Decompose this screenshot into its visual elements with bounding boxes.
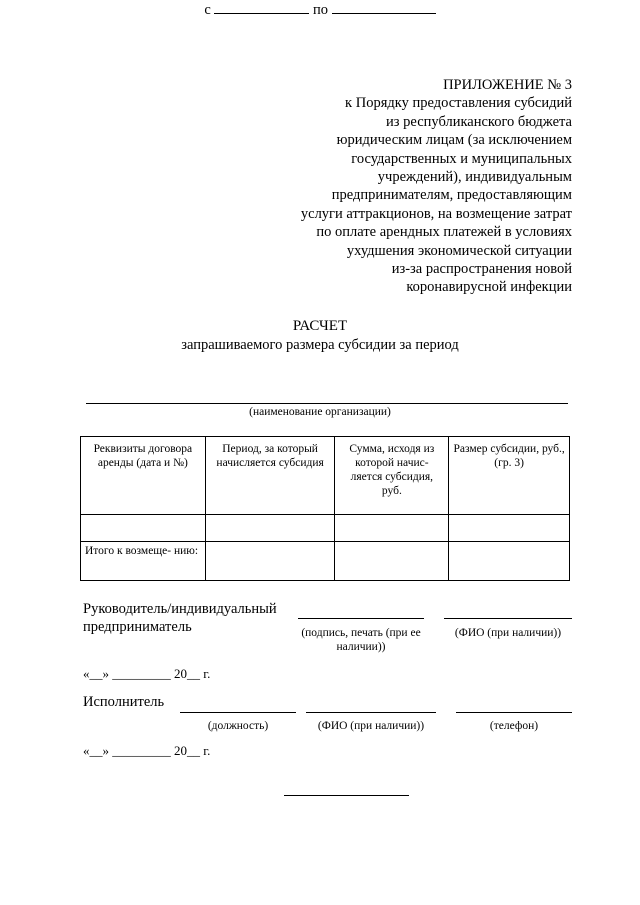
period-to-label: по [313, 2, 329, 18]
appendix-block [252, 76, 572, 297]
appendix-line: ухудшения экономической ситуации [346, 242, 572, 259]
appendix-line: к Порядку предоставления субсидий [345, 95, 572, 112]
table-total-row [81, 542, 570, 581]
organization-caption: (наименование организации) [249, 406, 391, 418]
period-to-field[interactable] [332, 0, 436, 14]
appendix-line: учреждений), индивидуальным [377, 169, 572, 186]
period-from-label: с [204, 2, 211, 18]
executor-label: Исполнитель [83, 694, 165, 710]
table-cell[interactable] [449, 542, 570, 581]
table-cell[interactable] [335, 542, 449, 581]
appendix-line: из республиканского бюджета [386, 113, 572, 130]
table-cell[interactable] [335, 515, 449, 542]
period-from-field[interactable] [214, 0, 309, 14]
executor-name-caption: (ФИО (при наличии)) [317, 720, 425, 732]
column-header: Размер субсидии, руб., (гр. 3) [449, 437, 570, 515]
column-header: Период, за который начисляется субсидия [205, 437, 335, 515]
appendix-line: ПРИЛОЖЕНИЕ № 3 [443, 77, 572, 93]
appendix-line: услуги аттракционов, на возмещение затрат [300, 205, 572, 222]
table-cell[interactable] [205, 542, 335, 581]
appendix-line: государственных и муниципальных [351, 150, 572, 167]
organization-name-field[interactable] [86, 403, 568, 404]
appendix-line: из-за распространения новой [391, 261, 572, 278]
head-label: Руководитель/индивидуальный предприниматель [83, 601, 277, 635]
executor-position-field[interactable] [180, 712, 296, 713]
document-title: РАСЧЕТ [292, 318, 348, 334]
table-cell[interactable] [81, 515, 206, 542]
appendix-line: предпринимателям, предоставляющим [331, 187, 572, 204]
phone-caption: (телефон) [489, 720, 539, 732]
head-name-caption: (ФИО (при наличии)) [454, 627, 562, 639]
table-cell[interactable] [449, 515, 570, 542]
table-header-row [81, 437, 570, 515]
calculation-table [80, 436, 570, 581]
signature-caption: (подпись, печать (при ее наличии)) [301, 627, 421, 653]
bottom-divider [284, 795, 409, 796]
position-caption: (должность) [207, 720, 269, 732]
executor-name-field[interactable] [306, 712, 436, 713]
executor-phone-field[interactable] [456, 712, 572, 713]
period-line [0, 0, 640, 19]
date-field-1[interactable]: «__» _________ 20__ г. [83, 666, 211, 681]
appendix-line: по оплате арендных платежей в условиях [316, 224, 572, 241]
head-name-field[interactable] [444, 618, 572, 619]
total-label: Итого к возмеще- нию: [81, 542, 206, 581]
appendix-line: юридическим лицам (за исключением [336, 132, 572, 149]
signature-field[interactable] [298, 618, 424, 619]
table-row [81, 515, 570, 542]
appendix-line: коронавирусной инфекции [406, 279, 572, 296]
date-field-2[interactable]: «__» _________ 20__ г. [83, 743, 211, 758]
table-cell[interactable] [205, 515, 335, 542]
column-header: Реквизиты договора аренды (дата и №) [81, 437, 206, 515]
column-header: Сумма, исходя из которой начис- ляется субсидия, руб. [335, 437, 449, 515]
document-subtitle: запрашиваемого размера субсидии за период [181, 337, 459, 353]
